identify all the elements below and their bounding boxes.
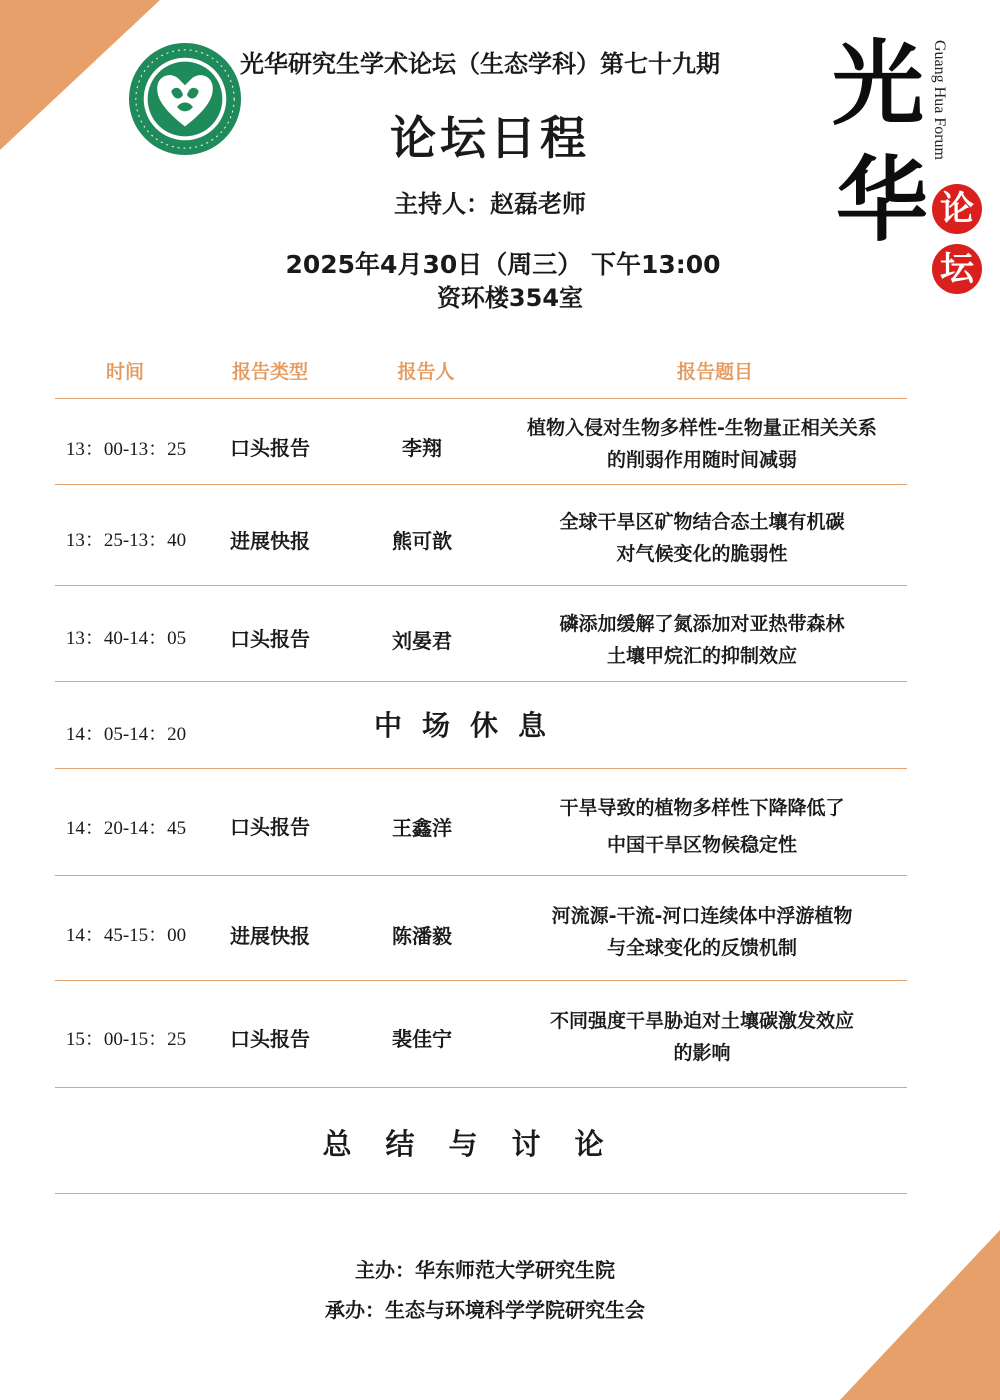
row-topic: [492, 900, 912, 964]
forum-title: 光华研究生学术论坛（生态学科）第七十九期: [240, 50, 720, 78]
summary-section: 总结与讨论: [322, 1127, 638, 1161]
co-organizer: 承办：生态与环境科学学院研究生会: [325, 1298, 645, 1322]
row-time: 14：20-14：45: [65, 818, 187, 839]
row-type: 口头报告: [230, 436, 310, 460]
forum-brand: [826, 20, 996, 310]
row-topic-line1: 磷添加缓解了氮添加对亚热带森林: [559, 613, 845, 635]
row-topic-line1: 植物入侵对生物多样性-生物量正相关关系: [527, 417, 877, 439]
header-topic: 报告题目: [676, 361, 753, 383]
row-topic-line2: 中国干旱区物候稳定性: [606, 834, 797, 856]
brand-english: Guang Hua Forum: [931, 40, 948, 160]
row-speaker: 熊可歆: [392, 529, 452, 553]
seal-tan: 坛: [932, 244, 982, 294]
row-topic: [492, 1005, 912, 1069]
row-topic: [492, 608, 912, 672]
divider: [55, 484, 907, 485]
break-label: 中场休息: [373, 709, 566, 742]
row-topic: [492, 506, 912, 570]
page-title: 论坛日程: [390, 111, 590, 165]
row-speaker: 王鑫洋: [392, 816, 452, 840]
divider: [55, 1087, 907, 1088]
row-topic-line1: 干旱导致的植物多样性下降降低了: [559, 797, 845, 819]
header-speaker: 报告人: [397, 361, 455, 383]
divider: [55, 980, 907, 981]
row-time: 15：00-15：25: [65, 1029, 187, 1050]
row-topic-line1: 不同强度干旱胁迫对土壤碳激发效应: [549, 1010, 854, 1032]
organizer: 主办：华东师范大学研究生院: [355, 1258, 615, 1282]
row-topic: [492, 790, 912, 864]
divider: [55, 768, 907, 769]
row-time: 13：40-14：05: [65, 628, 187, 649]
row-type: 口头报告: [230, 815, 310, 839]
row-time: 14：45-15：00: [65, 925, 187, 946]
row-type: 口头报告: [230, 1027, 310, 1051]
row-topic: [492, 412, 912, 476]
brand-char-hua: 华: [836, 146, 929, 254]
row-speaker: 李翔: [402, 436, 442, 460]
divider: [55, 1193, 907, 1194]
row-topic-line2: 的影响: [673, 1042, 731, 1064]
seal-lun: 论: [932, 184, 982, 234]
divider: [55, 585, 907, 586]
header-type: 报告类型: [231, 361, 308, 383]
row-type: 口头报告: [230, 627, 310, 651]
header-time: 时间: [105, 361, 144, 383]
row-speaker: 陈潘毅: [392, 924, 452, 948]
row-topic-line2: 的削弱作用随时间减弱: [606, 449, 797, 471]
divider: [55, 681, 907, 682]
host-line: 主持人：赵磊老师: [394, 190, 586, 218]
row-topic-line2: 土壤甲烷汇的抑制效应: [606, 645, 797, 667]
row-topic-line1: 河流源-干流-河口连续体中浮游植物: [551, 905, 853, 927]
row-topic-line1: 全球干旱区矿物结合态土壤有机碳: [559, 511, 845, 533]
row-speaker: 裴佳宁: [392, 1027, 452, 1051]
row-type: 进展快报: [230, 924, 310, 948]
datetime-line: 2025年4月30日（周三） 下午13:00: [285, 250, 721, 279]
location-line: 资环楼354室: [436, 284, 584, 312]
divider: [55, 398, 907, 399]
brand-char-guang: 光: [832, 30, 925, 138]
row-topic-line2: 与全球变化的反馈机制: [606, 937, 797, 959]
row-topic-line2: 对气候变化的脆弱性: [616, 543, 788, 565]
row-speaker: 刘晏君: [392, 629, 452, 653]
row-time: 13：25-13：40: [65, 530, 187, 551]
divider: [55, 875, 907, 876]
row-time: 13：00-13：25: [65, 439, 187, 460]
break-time: 14：05-14：20: [65, 724, 187, 745]
row-type: 进展快报: [230, 529, 310, 553]
